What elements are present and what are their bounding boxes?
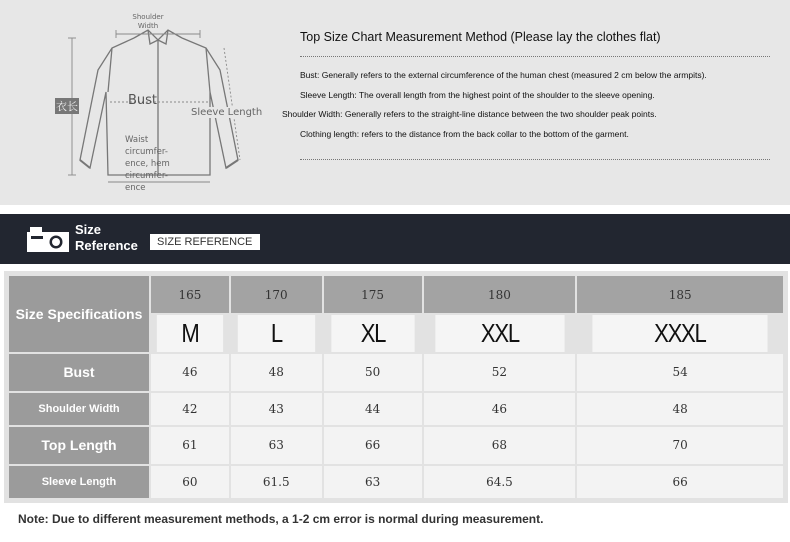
- waist-hem-label: Waist circumfer- ence, hem circumfer- ence: [125, 135, 170, 193]
- measurement-panel: [0, 0, 790, 205]
- height-row: [9, 276, 783, 313]
- height-cell: 170: [231, 276, 322, 313]
- banner-title-line2: Reference: [75, 238, 138, 253]
- size-cell: XL: [331, 315, 414, 352]
- dotted-divider: [300, 56, 770, 57]
- table-cell: 61.5: [231, 466, 322, 498]
- height-cell: 165: [151, 276, 229, 313]
- measurement-method: [282, 30, 787, 160]
- table-row: [9, 354, 783, 391]
- method-item-length: Clothing length: refers to the distance from the back collar to the bottom of the garment.: [300, 128, 629, 139]
- size-spec-header: Size Specifications: [9, 276, 149, 352]
- size-reference-banner: [0, 214, 790, 264]
- table-cell: 66: [577, 466, 783, 498]
- camera-icon: [26, 224, 72, 254]
- method-item-shoulder: Shoulder Width: Generally refers to the straight-line distance between the two shoulder peak points.: [282, 109, 657, 119]
- row-label-bust: Bust: [9, 354, 149, 391]
- row-label-sleeve-length: Sleeve Length: [9, 466, 149, 498]
- method-list: [282, 69, 787, 147]
- row-label-top-length: Top Length: [9, 427, 149, 464]
- table-cell: 48: [577, 393, 783, 425]
- table-cell: 44: [324, 393, 422, 425]
- table-cell: 61: [151, 427, 229, 464]
- table-cell: 50: [324, 354, 422, 391]
- height-cell: 185: [577, 276, 783, 313]
- shirt-diagram: [50, 10, 280, 200]
- size-cell: XXXL: [593, 315, 768, 352]
- size-table-container: [4, 271, 788, 503]
- shoulder-width-label: Shoulder Width: [132, 13, 164, 30]
- table-row: [9, 427, 783, 464]
- table-cell: 63: [231, 427, 322, 464]
- length-label: 衣长: [56, 100, 78, 113]
- banner-subtitle: SIZE REFERENCE: [150, 234, 260, 250]
- table-cell: 68: [424, 427, 576, 464]
- height-cell: 175: [324, 276, 422, 313]
- method-item-bust: Bust: Generally refers to the external circumference of the human chest (measured 2 cm below the armpits).: [300, 70, 707, 80]
- table-cell: 60: [151, 466, 229, 498]
- table-cell: 46: [424, 393, 576, 425]
- table-cell: 42: [151, 393, 229, 425]
- dotted-divider: [300, 159, 770, 160]
- table-cell: 66: [324, 427, 422, 464]
- table-cell: 48: [231, 354, 322, 391]
- table-cell: 46: [151, 354, 229, 391]
- height-cell: 180: [424, 276, 576, 313]
- sleeve-length-label: Sleeve Length: [191, 107, 263, 118]
- table-cell: 43: [231, 393, 322, 425]
- table-row: [9, 393, 783, 425]
- size-table: [7, 274, 785, 500]
- table-cell: 70: [577, 427, 783, 464]
- banner-title-line1: Size: [75, 222, 102, 237]
- row-label-shoulder-width: Shoulder Width: [9, 393, 149, 425]
- size-cell: XXL: [435, 315, 564, 352]
- table-cell: 52: [424, 354, 576, 391]
- size-cell: M: [157, 315, 223, 352]
- size-cell: L: [238, 315, 315, 352]
- method-item-sleeve: Sleeve Length: The overall length from the highest point of the shoulder to the sleeve opening.: [300, 89, 655, 100]
- table-cell: 54: [577, 354, 783, 391]
- method-title: Top Size Chart Measurement Method (Please lay the clothes flat): [300, 30, 661, 44]
- bust-label: Bust: [128, 93, 158, 108]
- measurement-note: Note: Due to different measurement methods, a 1-2 cm error is normal during measurement.: [18, 512, 544, 526]
- table-row: [9, 466, 783, 498]
- banner-title: [75, 222, 138, 254]
- table-cell: 64.5: [424, 466, 576, 498]
- table-cell: 63: [324, 466, 422, 498]
